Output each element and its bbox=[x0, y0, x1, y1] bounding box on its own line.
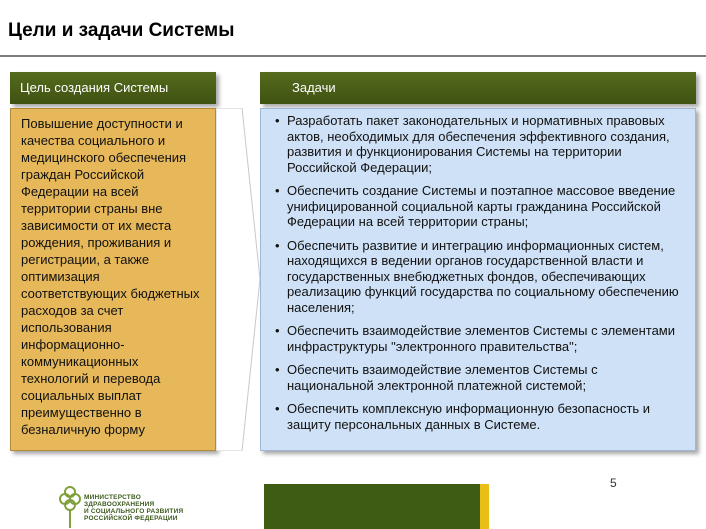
tasks-panel bbox=[260, 108, 696, 451]
task-item: • Обеспечить создание Системы и поэтапное массовое введение унифицированной социальной карты гражданина Российской Федерации на всей территории страны; bbox=[275, 183, 687, 230]
arrow-connector bbox=[216, 108, 260, 451]
ministry-line: МИНИСТЕРСТВО bbox=[84, 494, 141, 501]
slide-title: Цели и задачи Системы bbox=[8, 20, 235, 41]
task-item: • Разработать пакет законодательных и нормативных правовых актов, необходимых для обеспечения эффективного создания, развития и функционирования Системы на территории Российской Федерации; bbox=[275, 113, 687, 175]
ministry-line: ЗДРАВООХРАНЕНИЯ bbox=[84, 501, 155, 508]
footer-page-box bbox=[489, 468, 706, 529]
title-divider bbox=[0, 55, 706, 57]
tasks-header: Задачи bbox=[260, 72, 696, 104]
ministry-line: РОССИЙСКОЙ ФЕДЕРАЦИИ bbox=[84, 515, 178, 522]
footer-green-band bbox=[264, 484, 480, 529]
ministry-line: И СОЦИАЛЬНОГО РАЗВИТИЯ bbox=[84, 508, 184, 515]
goal-header: Цель создания Системы bbox=[10, 72, 216, 104]
goal-text: Повышение доступности и качества социального и медицинского обеспечения граждан Российской Федерации на всей территории страны вне зависимости от их места рождения, проживания и регистрации, а также оптимизация соответствующих бюджетных расходов за счет использования информационно-коммуникационных технологий и перевода социальных выплат преимущественно в безналичную форму bbox=[10, 108, 216, 451]
tasks-list bbox=[275, 113, 687, 432]
ministry-name bbox=[84, 494, 183, 522]
task-item: • Обеспечить взаимодействие элементов Системы с национальной электронной платежной системой; bbox=[275, 362, 687, 393]
page-number: 5 bbox=[610, 476, 617, 490]
task-item: • Обеспечить взаимодействие элементов Системы с элементами инфраструктуры "электронного правительства"; bbox=[275, 323, 687, 354]
ministry-emblem-icon bbox=[58, 482, 82, 528]
task-item: • Обеспечить комплексную информационную безопасность и защиту персональных данных в Системе. bbox=[275, 401, 687, 432]
task-item: • Обеспечить развитие и интеграцию информационных систем, находящихся в ведении органов государственной власти и государственных внебюджетных фондов, обеспечивающих реализацию функций государства по социальному обеспечению населения; bbox=[275, 238, 687, 316]
